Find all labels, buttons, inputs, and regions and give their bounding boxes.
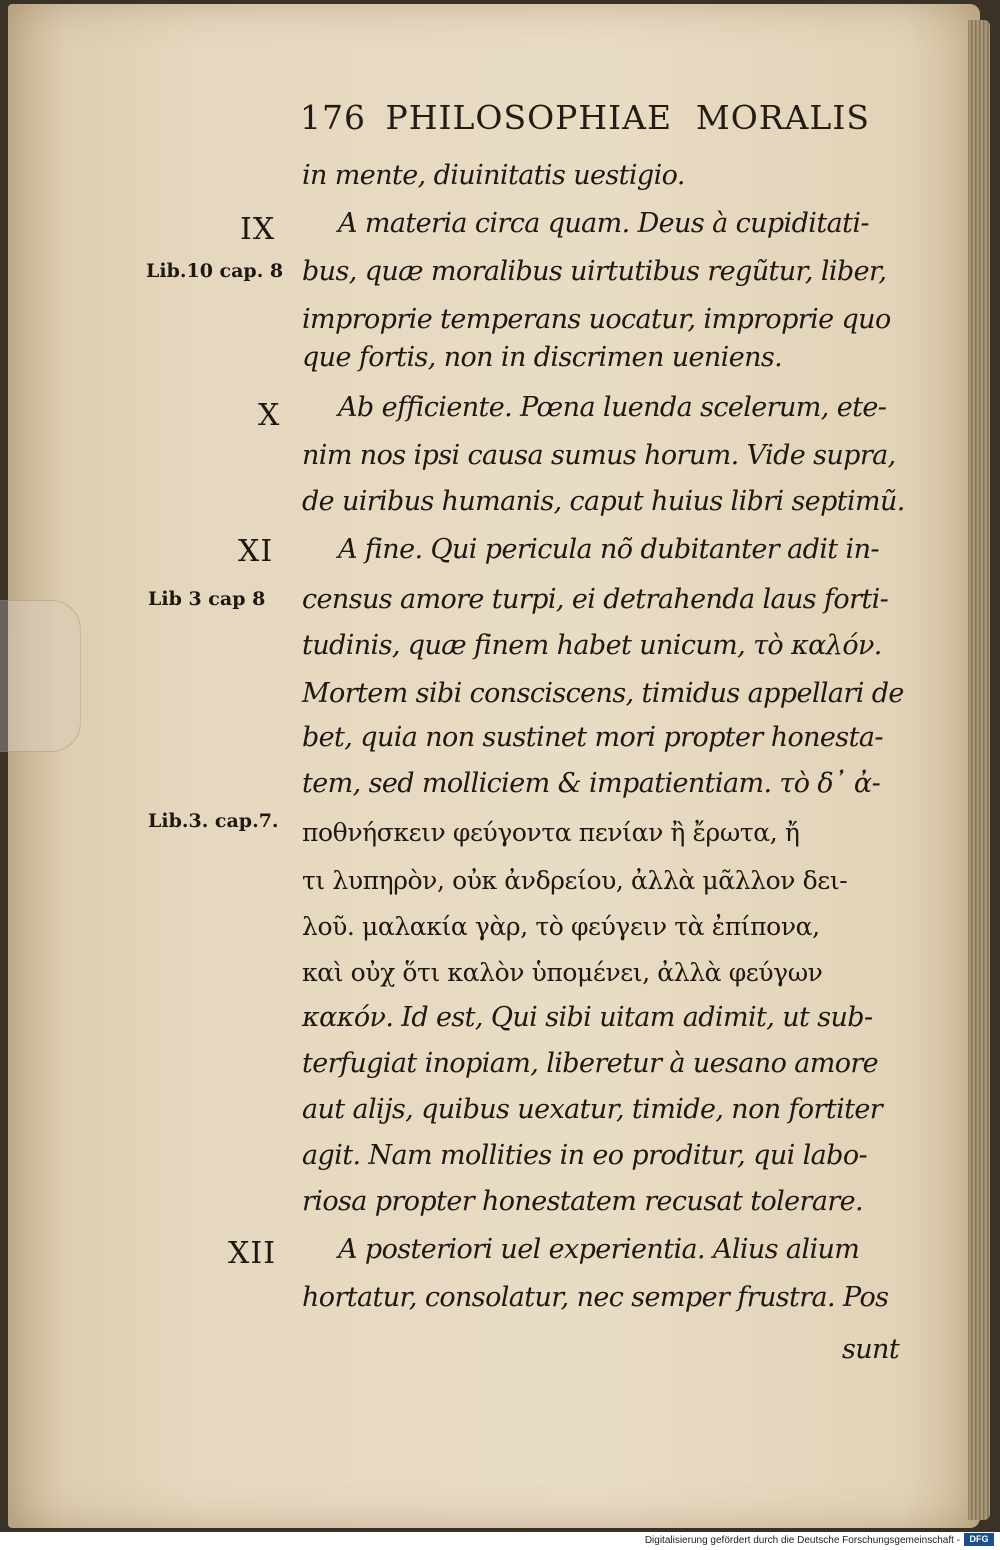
catchword: sunt xyxy=(842,1334,900,1365)
dfg-logo: DFG xyxy=(964,1533,994,1546)
text-line: κακόν. Id est, Qui sibi uitam adimit, ut sub- xyxy=(302,1002,873,1033)
text-line-greek: ποθνήσκειν φεύγοντα πενίαν ἢ ἔρωτα, ἤ xyxy=(302,818,800,847)
section-numeral-x: X xyxy=(258,398,281,433)
text-line-greek: καὶ οὐχ ὅτι καλὸν ὑπομένει, ἀλλὰ φεύγων xyxy=(302,958,823,987)
text-line: que fortis, non in discrimen ueniens. xyxy=(302,342,783,373)
text-line-greek: τι λυπηρὸν, οὐκ ἀνδρείου, ἀλλὰ μᾶλλον δει- xyxy=(302,866,848,895)
running-title-moralis: MORALIS xyxy=(695,98,870,137)
text-line: aut alijs, quibus uexatur, timide, non fortiter xyxy=(302,1094,883,1125)
text-line: in mente, diuinitatis uestigio. xyxy=(302,160,685,191)
text-line: de uiribus humanis, caput huius libri septimũ. xyxy=(302,486,905,517)
text-line: tem, sed molliciem & impatientiam. τὸ δ᾽ ἀ- xyxy=(302,768,881,799)
digitization-credit: Digitalisierung gefördert durch die Deutsche Forschungsgemeinschaft - xyxy=(644,1535,960,1546)
running-header xyxy=(300,98,870,137)
text-line: terfugiat inopiam, liberetur à uesano amore xyxy=(302,1048,879,1079)
running-title-philosophiae: PHILOSOPHIAE xyxy=(385,98,673,137)
text-line: Ab efficiente. Pœna luenda scelerum, ete- xyxy=(338,392,887,423)
text-line: improprie temperans uocatur, improprie quo xyxy=(302,304,891,335)
margin-note: Lib.3. cap.7. xyxy=(148,810,279,832)
section-numeral-ix: IX xyxy=(240,212,276,247)
text-line: Mortem sibi consciscens, timidus appellari de xyxy=(302,678,904,709)
text-line: agit. Nam mollities in eo proditur, qui labo- xyxy=(302,1140,868,1171)
page-edge xyxy=(968,20,990,1520)
section-numeral-xi: XI xyxy=(238,534,274,569)
text-line: bus, quæ moralibus uirtutibus regũtur, liber, xyxy=(302,256,887,287)
page-number: 176 xyxy=(300,98,366,137)
section-numeral-xii: XII xyxy=(228,1236,277,1271)
margin-note: Lib.10 cap. 8 xyxy=(146,260,284,282)
text-line: tudinis, quæ finem habet unicum, τὸ καλόν. xyxy=(302,630,882,661)
text-line: riosa propter honestatem recusat tolerare. xyxy=(302,1186,863,1217)
text-line: A materia circa quam. Deus à cupiditati- xyxy=(338,208,869,239)
text-line: census amore turpi, ei detrahenda laus forti- xyxy=(302,584,889,615)
margin-note: Lib 3 cap 8 xyxy=(148,588,266,610)
text-line: A posteriori uel experientia. Alius alium xyxy=(338,1234,860,1265)
text-line: bet, quia non sustinet mori propter honesta- xyxy=(302,722,883,753)
page-clip xyxy=(0,600,81,752)
text-line: nim nos ipsi causa sumus horum. Vide supra, xyxy=(302,440,896,471)
text-line: A fine. Qui pericula nõ dubitanter adit in- xyxy=(338,534,879,565)
text-line: hortatur, consolatur, nec semper frustra. Pos xyxy=(302,1282,889,1313)
text-line-greek: λοῦ. μαλακία γὰρ, τὸ φεύγειν τὰ ἐπίπονα, xyxy=(302,912,820,941)
